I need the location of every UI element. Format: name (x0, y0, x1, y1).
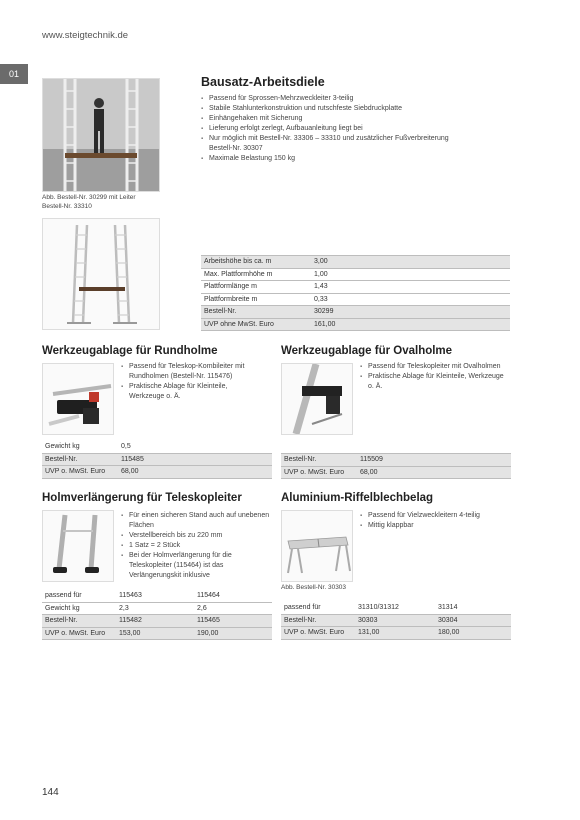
table-row: Plattformlänge m 1,43 (201, 281, 510, 294)
table-row: UVP o. MwSt. Euro 153,00 190,00 (42, 627, 272, 640)
feature-item: ▪ Bei der Holmverlängerung für die Teleskopleiter (115464) ist das Verlängerungskit inklusive (121, 551, 271, 581)
spec-table-riffel (281, 602, 511, 640)
table-row: Arbeitshöhe bis ca. m 3,00 (201, 256, 510, 269)
photo-caption: Abb. Bestell-Nr. 30303 (281, 584, 347, 591)
feature-item: ▪ Stabile Stahlunterkonstruktion und rutschfeste Siebdruckplatte (201, 104, 461, 114)
feature-list-holm (121, 511, 271, 581)
checker-plate-photo (281, 510, 353, 582)
table-row: Bestell-Nr. 115482 115465 (42, 615, 272, 628)
photo-caption (42, 194, 136, 211)
table-row: UVP o. MwSt. Euro 131,00 180,00 (281, 627, 511, 640)
feature-item: ▪ Einhängehaken mit Sicherung (201, 114, 461, 124)
table-row: UVP o. MwSt. Euro 68,00 (281, 466, 511, 479)
table-row: Plattformbreite m 0,33 (201, 293, 510, 306)
spec-table-rundholme (42, 441, 272, 479)
feature-item: ▪ Praktische Ablage für Kleinteile, Werkzeuge o. Ä. (121, 382, 261, 402)
section-title-riffel: Aluminium-Riffelblechbelag (281, 492, 434, 504)
tool-tray-round-photo (42, 363, 114, 435)
section-title-rundholme: Werkzeugablage für Rundholme (42, 345, 218, 357)
table-row: UVP o. MwSt. Euro 68,00 (42, 466, 272, 479)
feature-item: ▪ Mittig klappbar (360, 521, 510, 531)
site-url: www.steigtechnik.de (42, 30, 129, 41)
feature-list-ovalholme (360, 362, 510, 392)
feature-item: ▪ Nur möglich mit Bestell-Nr. 33306 – 33310 und zusätzlicher Fußverbreiterung Bestell-Nr. 30307 (201, 134, 461, 154)
feature-item: ▪ Passend für Teleskopleiter mit Ovalholmen (360, 362, 510, 372)
feature-list-riffel (360, 511, 510, 531)
feature-list-rundholme (121, 362, 261, 402)
page-number: 144 (42, 787, 59, 798)
feature-item: ▪ Praktische Ablage für Kleinteile, Werkzeuge o. Ä. (360, 372, 510, 392)
chapter-tab: 01 (0, 64, 28, 84)
feature-item: ▪ Für einen sicheren Stand auch auf unebenen Flächen (121, 511, 271, 531)
table-row: passend für 31310/31312 31314 (281, 602, 511, 614)
table-row: Bestell-Nr. 115485 (42, 453, 272, 466)
caption-line: Abb. Bestell-Nr. 30299 mit Leiter (42, 194, 136, 201)
spec-table-holm (42, 590, 272, 640)
section-title-ovalholme: Werkzeugablage für Ovalholme (281, 345, 453, 357)
feature-item: ▪ Maximale Belastung 150 kg (201, 154, 461, 164)
feature-item: ▪ Passend für Vielzweckleitern 4-teilig (360, 511, 510, 521)
leg-extension-photo (42, 510, 114, 582)
work-platform-photo (42, 78, 160, 192)
section-title-bausatz: Bausatz-Arbeitsdiele (201, 75, 325, 89)
caption-line: Bestell-Nr. 33310 (42, 202, 92, 210)
feature-item: ▪ 1 Satz = 2 Stück (121, 541, 271, 551)
spec-table-ovalholme (281, 453, 511, 479)
spec-table-bausatz (201, 255, 510, 331)
ladder-platform-photo (42, 218, 160, 330)
section-title-holm: Holmverlängerung für Teleskopleiter (42, 492, 242, 504)
table-row: Gewicht kg 2,3 2,6 (42, 602, 272, 615)
feature-item: ▪ Passend für Teleskop-Kombileiter mit Rundholmen (Bestell-Nr. 115476) (121, 362, 261, 382)
table-row: Bestell-Nr. 30303 30304 (281, 614, 511, 627)
feature-item: ▪ Passend für Sprossen-Mehrzweckleiter 3-teilig (201, 94, 461, 104)
tool-tray-oval-photo (281, 363, 353, 435)
table-row: Bestell-Nr. 30299 (201, 306, 510, 319)
table-row: Max. Plattformhöhe m 1,00 (201, 268, 510, 281)
feature-list-bausatz (201, 94, 461, 164)
table-row: Bestell-Nr. 115509 (281, 454, 511, 467)
table-row: passend für 115463 115464 (42, 590, 272, 602)
table-row: UVP ohne MwSt. Euro 161,00 (201, 318, 510, 331)
feature-item: ▪ Verstellbereich bis zu 220 mm (121, 531, 271, 541)
table-row: Gewicht kg 0,5 (42, 441, 272, 453)
feature-item: ▪ Lieferung erfolgt zerlegt, Aufbauanleitung liegt bei (201, 124, 461, 134)
